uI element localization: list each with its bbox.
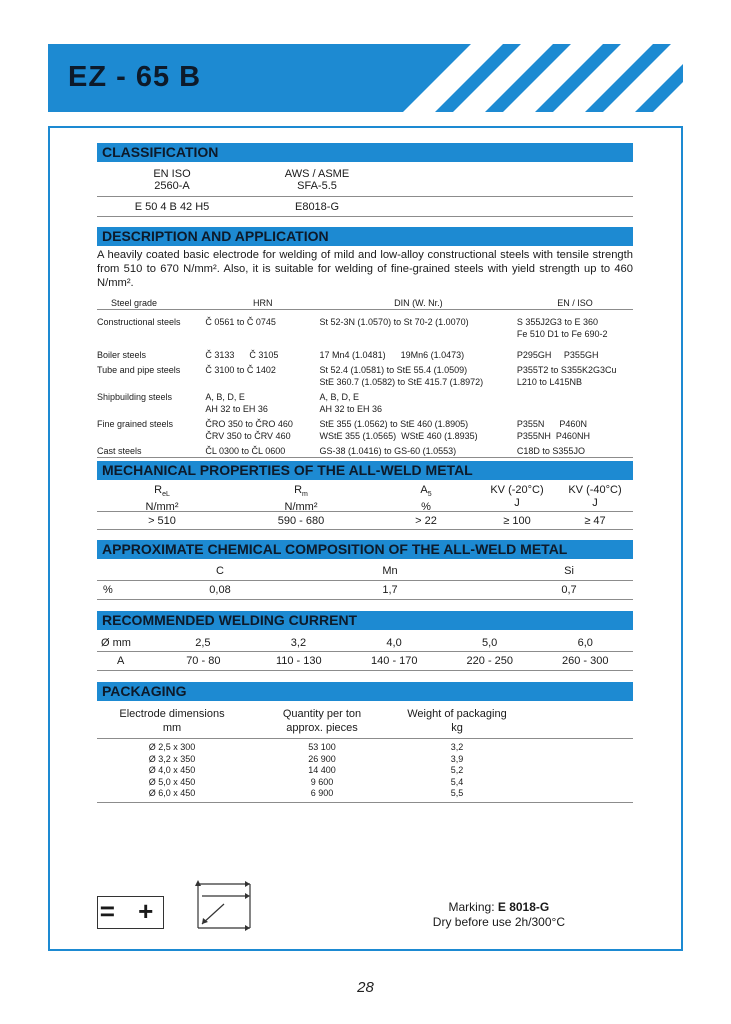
packaging-header: [97, 701, 633, 739]
steel-grade-row: [97, 328, 633, 340]
current-amps: [97, 652, 633, 671]
packaging-heading: PACKAGING: [97, 682, 633, 701]
classification-values: [97, 197, 633, 217]
col-elongation: $A_5$ %: [420, 484, 432, 514]
steel-cell-en: P355N P460N: [516, 419, 587, 429]
column-header: DIN (W. Nr.): [394, 298, 443, 308]
steel-grade-row: [97, 430, 633, 442]
steel-grade-row: [97, 364, 633, 376]
diameter-value: 4,0: [386, 637, 402, 649]
packaging-cell-kg: 5,4: [450, 776, 464, 787]
marking-value: E 8018-G: [497, 900, 550, 914]
column-header: HRN: [253, 298, 273, 308]
steel-cell-din: AH 32 to EH 36: [319, 404, 383, 414]
footer-symbols: [97, 878, 633, 948]
packaging-cell-dim: Ø 3,2 x 350: [148, 753, 196, 764]
marking-label: Marking:: [448, 900, 498, 914]
mech-value: 590 - 680: [277, 515, 325, 527]
column-header: EN / ISO: [557, 298, 593, 308]
header-stripes-decoration: [353, 44, 683, 112]
steel-grade-table: [97, 310, 633, 458]
col-impact-20: KV (-20°C) J: [490, 484, 544, 509]
packaging-row: [97, 777, 633, 789]
steel-cell-hrn: A, B, D, E: [205, 392, 245, 402]
steel-cell-din: WStE 355 (1.0565) WStE 460 (1.8935): [319, 431, 478, 441]
packaging-cell-dim: Ø 2,5 x 300: [148, 742, 196, 752]
diameter-value: 5,0: [481, 637, 498, 649]
packaging-cell-dim: Ø 6,0 x 450: [148, 788, 196, 798]
element-name: C: [216, 565, 224, 577]
mech-value: ≥ 47: [584, 515, 606, 527]
row-label: A: [117, 655, 125, 667]
steel-cell-en: C18D to S355JO: [516, 446, 585, 456]
packaging-table: [97, 739, 633, 803]
steel-cell-grade: Cast steels: [97, 446, 142, 456]
steel-cell-din: A, B, D, E: [319, 392, 360, 402]
row-label: %: [103, 584, 113, 596]
column-header: Steel grade: [111, 298, 158, 308]
mech-value: ≥ 100: [503, 515, 531, 527]
steel-grade-row: [97, 445, 633, 458]
chemical-header: [97, 559, 633, 581]
packaging-row: [97, 742, 633, 754]
steel-cell-hrn: ČRO 350 to ČRO 460: [205, 419, 293, 429]
diameter-value: 6,0: [577, 637, 593, 649]
diameter-value: 2,5: [195, 637, 211, 649]
packaging-cell-qty: 14 400: [308, 765, 336, 775]
steel-cell-din: StE 355 (1.0562) to StE 460 (1.8905): [319, 419, 469, 429]
steel-grade-row: [97, 391, 633, 403]
amp-value: 110 - 130: [275, 655, 322, 667]
description-heading: DESCRIPTION AND APPLICATION: [97, 227, 633, 246]
amp-value: 70 - 80: [186, 655, 221, 667]
classification-standards: [97, 162, 633, 197]
standard-aws: [247, 168, 387, 192]
element-value: 0,08: [209, 584, 231, 596]
packaging-cell-kg: 5,5: [450, 788, 464, 798]
packaging-row: [97, 754, 633, 766]
steel-cell-hrn: Č 3133 Č 3105: [205, 350, 279, 360]
steel-cell-din: GS-38 (1.0416) to GS-60 (1.0553): [319, 446, 457, 456]
mech-value: > 510: [148, 515, 176, 527]
steel-cell-din: StE 360.7 (1.0582) to StE 415.7 (1.8972): [319, 377, 484, 387]
steel-grade-row: [97, 340, 633, 346]
standard-code: SFA-5.5: [297, 180, 337, 192]
steel-cell-grade: Constructional steels: [97, 317, 181, 327]
steel-grade-row: [97, 376, 633, 388]
col-weight: Weight of packaging kg: [407, 708, 507, 734]
current-heading: RECOMMENDED WELDING CURRENT: [97, 611, 633, 630]
packaging-cell-qty: 26 900: [308, 753, 336, 764]
amp-value: 140 - 170: [371, 655, 418, 667]
welding-position-icon: [194, 878, 254, 934]
packaging-cell-qty: 9 600: [310, 776, 334, 787]
marking-info: [433, 900, 565, 930]
amp-value: 260 - 300: [562, 655, 609, 667]
mechanical-heading: MECHANICAL PROPERTIES OF THE ALL-WELD METAL: [97, 461, 633, 480]
steel-cell-en: L210 to L415NB: [516, 377, 582, 387]
steel-cell-grade: Shipbuilding steels: [97, 392, 173, 402]
classification-value: E 50 4 B 42 H5: [134, 201, 210, 213]
col-impact-40: KV (-40°C) J: [568, 484, 622, 509]
steel-cell-hrn: AH 32 to EH 36: [205, 404, 268, 414]
element-name: Mn: [382, 565, 398, 577]
packaging-cell-kg: 5,2: [450, 765, 464, 775]
steel-cell-grade: Boiler steels: [97, 350, 147, 360]
mechanical-values: [97, 512, 633, 530]
element-name: Si: [564, 565, 574, 577]
packaging-cell-qty: 53 100: [308, 742, 336, 752]
classification-value: E8018-G: [294, 201, 340, 213]
content-area: [97, 143, 633, 803]
steel-grade-header: [97, 294, 633, 310]
steel-cell-hrn: ČRV 350 to ČRV 460: [205, 431, 291, 441]
packaging-row: [97, 788, 633, 800]
drying-instruction: Dry before use 2h/300°C: [432, 915, 565, 929]
chemical-heading: APPROXIMATE CHEMICAL COMPOSITION OF THE ALL-WELD METAL: [97, 540, 633, 559]
steel-cell-hrn: Č 3100 to Č 1402: [205, 365, 276, 375]
amp-value: 220 - 250: [466, 655, 514, 667]
packaging-cell-kg: 3,9: [450, 753, 464, 764]
steel-cell-grade: Tube and pipe steels: [97, 365, 181, 375]
steel-cell-hrn: Č 0561 to Č 0745: [205, 317, 276, 327]
standard-en-iso: [97, 168, 247, 192]
steel-cell-din: St 52-3N (1.0570) to St 70-2 (1.0070): [319, 317, 469, 327]
steel-cell-en: P355NH P460NH: [516, 431, 590, 441]
steel-cell-en: Fe 510 D1 to Fe 690-2: [516, 329, 608, 339]
steel-cell-en: P355T2 to S355K2G3Cu: [516, 365, 617, 375]
classification-heading: CLASSIFICATION: [97, 143, 633, 162]
polarity-symbol: = +: [97, 896, 164, 929]
steel-cell-en: P295GH P355GH: [516, 350, 599, 360]
steel-cell-din: St 52.4 (1.0581) to StE 55.4 (1.0509): [319, 365, 468, 375]
row-label: Ø mm: [101, 637, 131, 649]
standard-name: EN ISO: [153, 168, 191, 180]
packaging-cell-qty: 6 900: [310, 788, 334, 798]
description-text: A heavily coated basic electrode for welding of mild and low-alloy constructional steels with tensile strength from 510 to 670 N/mm². Also, it is suitable for welding of fine-grained steels with yield strength up to 460 N/mm².: [97, 249, 633, 289]
mech-value: > 22: [415, 515, 437, 527]
steel-grade-row: [97, 316, 633, 328]
packaging-row: [97, 765, 633, 777]
mechanical-header: [97, 480, 633, 512]
packaging-cell-dim: Ø 5,0 x 450: [148, 776, 196, 787]
page-number: 28: [357, 979, 374, 996]
steel-grade-row: [97, 349, 633, 361]
steel-grade-row: [97, 418, 633, 430]
col-quantity: Quantity per ton approx. pieces: [282, 708, 362, 734]
steel-cell-hrn: ČL 0300 to ČL 0600: [205, 446, 286, 456]
element-value: 1,7: [382, 584, 398, 596]
steel-cell-din: 17 Mn4 (1.0481) 19Mn6 (1.0473): [319, 350, 465, 360]
product-title: EZ - 65 B: [68, 61, 202, 93]
standard-code: 2560-A: [154, 180, 190, 192]
current-diameters: [97, 630, 633, 652]
steel-grade-row: [97, 403, 633, 415]
standard-name: AWS / ASME: [284, 168, 350, 180]
col-yield: $R_{eL}$ N/mm²: [145, 484, 179, 514]
element-value: 0,7: [561, 584, 577, 596]
header-banner: [48, 44, 683, 112]
packaging-cell-kg: 3,2: [450, 742, 464, 752]
steel-cell-en: S 355J2G3 to E 360: [516, 317, 598, 327]
steel-cell-grade: Fine grained steels: [97, 419, 174, 429]
chemical-values: [97, 581, 633, 600]
col-tensile: $R_m$ N/mm²: [284, 484, 318, 514]
col-dimensions: Electrode dimensions mm: [119, 708, 225, 734]
packaging-cell-dim: Ø 4,0 x 450: [148, 765, 196, 775]
diameter-value: 3,2: [290, 637, 307, 649]
